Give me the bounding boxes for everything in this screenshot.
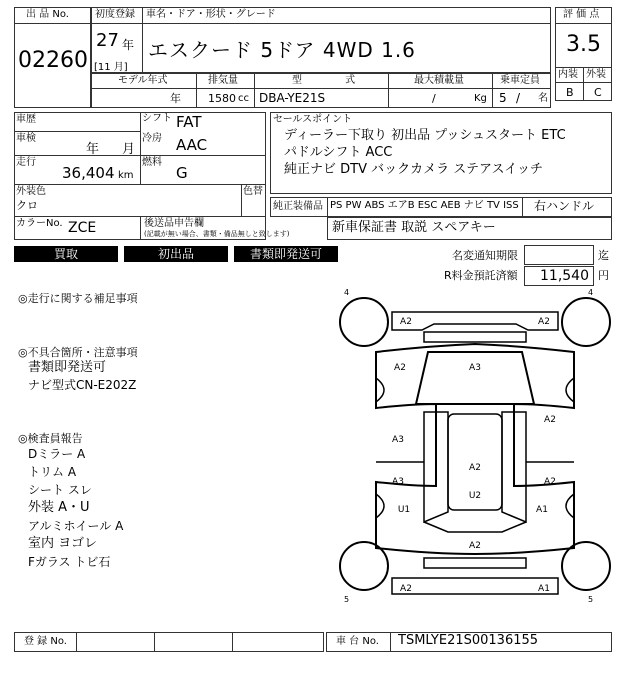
lot-number: 02260 (18, 48, 88, 73)
lot-label: 出 品 No. (26, 9, 69, 20)
aircon-label: 冷房 (142, 133, 162, 144)
mark-front-bumper-left: A2 (400, 317, 412, 327)
defect-2: ナビ型式CN-E202Z (28, 378, 137, 392)
yen-unit: 円 (598, 269, 609, 282)
mark-right-rear-door: A2 (544, 477, 556, 487)
fuel: G (176, 164, 188, 182)
sales-point-3: 純正ナビ DTV バックカメラ ステアスイッチ (284, 162, 543, 177)
capacity-slash: / (516, 91, 521, 105)
mark-right-quarter: A1 (536, 505, 548, 515)
capacity-unit: 名 (538, 93, 548, 104)
defects-title: ◎不具合箇所・注意事項 (18, 346, 138, 359)
mark-right-fender: A2 (544, 415, 556, 425)
inspector-1: Dミラー A (28, 447, 86, 461)
exterior-color: クロ (16, 199, 38, 212)
label-top-right: 4 (588, 288, 594, 297)
color-no: ZCE (68, 220, 97, 236)
mileage-label: 走行 (16, 157, 36, 168)
sales-point-2: パドルシフト ACC (284, 145, 393, 160)
car-name-label: 車名・ドア・形状・グレード (146, 9, 276, 20)
badge-first-listing: 初出品 (124, 246, 228, 262)
inspector-5: アルミホイール A (28, 519, 124, 533)
first-reg-label: 初度登録 (95, 9, 135, 20)
score-label: 評 価 点 (563, 9, 600, 20)
inspection-month: 月 (122, 142, 136, 157)
badge-buyback: 買取 (14, 246, 118, 262)
fuel-label: 燃料 (142, 157, 162, 168)
post-reg-note: (記載が無い場合、書類・備品無しと致します) (144, 230, 290, 238)
model-year: 27 (96, 30, 119, 51)
mark-left-quarter: U1 (397, 505, 411, 515)
chassis-no-label: 車 台 No. (336, 636, 379, 647)
mark-front-bumper-right: A2 (538, 317, 550, 327)
inspector-title: ◎検査員報告 (18, 432, 83, 445)
label-bottom-left: 5 (344, 595, 350, 604)
model-year-unit: 年 (170, 92, 181, 105)
rear-plate (424, 558, 526, 568)
cc-unit: cc (238, 93, 249, 104)
shift: FAT (176, 113, 202, 131)
inspection-label: 車検 (16, 133, 36, 144)
equipment-items: PS PW ABS エアB ESC AEB ナビ TV ISS (330, 200, 519, 211)
sales-point-1: ディーラー下取り 初出品 プッシュスタート ETC (284, 128, 566, 143)
model-year-label: モデル年式 (118, 75, 168, 86)
inspector-2: トリム A (28, 465, 77, 479)
body-outline (376, 344, 574, 554)
inspector-6: 室内 ヨゴレ (28, 536, 98, 551)
sales-points-label: セールスポイント (273, 114, 353, 125)
mark-rear-bumper-left: A2 (400, 584, 412, 594)
first-reg-month: [11 月] (94, 62, 128, 73)
inspection-year: 年 (86, 142, 100, 157)
deadline-label: 名変通知期限 (452, 249, 518, 262)
mark-left-front-door: A3 (392, 435, 404, 445)
mark-roof-rear: U2 (468, 491, 482, 501)
km-unit: km (118, 170, 134, 181)
interior-grade: B (566, 86, 574, 99)
car-damage-diagram (338, 286, 612, 604)
front-bumper (392, 312, 558, 330)
chassis-no: TSMLYE21S00136155 (398, 633, 539, 648)
year-unit: 年 (122, 38, 135, 52)
load-slash: / (432, 92, 436, 105)
displacement: 1580 (208, 92, 236, 105)
mark-roof: A2 (469, 463, 481, 473)
color-no-label: カラーNo. (16, 218, 63, 229)
mark-hood: A3 (469, 363, 481, 373)
mark-tailgate: A2 (469, 541, 481, 551)
hood-panel (416, 352, 534, 404)
exterior-color-label: 外装色 (16, 186, 46, 197)
type-label: 型 式 (292, 75, 356, 86)
score: 3.5 (566, 32, 601, 57)
post-reg-label: 後送品申告欄 (144, 218, 204, 229)
inspector-7: Fガラス トビ石 (28, 555, 111, 569)
mileage: 36,404 (62, 164, 115, 182)
deadline-box (524, 245, 594, 265)
inspector-4: 外装 A・U (28, 500, 90, 515)
shift-label: シフト (142, 113, 172, 124)
label-bottom-right: 5 (588, 595, 594, 604)
reg-no-label: 登 録 No. (24, 636, 67, 647)
interior-label: 内装 (558, 69, 578, 80)
inspector-3: シート スレ (28, 483, 92, 497)
defect-1: 書類即発送可 (28, 360, 107, 375)
steering: 右ハンドル (534, 199, 595, 213)
kg-unit: Kg (474, 93, 487, 104)
capacity-label: 乗車定員 (500, 75, 540, 86)
deadline-unit: 迄 (598, 249, 609, 262)
driving-notes-title: ◎走行に関する補足事項 (18, 292, 138, 305)
rear-bumper (392, 578, 558, 594)
type-value: DBA-YE21S (259, 91, 326, 105)
badge-docs-ready: 書類即発送可 (234, 246, 338, 262)
wheel-front-right (562, 298, 610, 346)
mark-rear-bumper-right: A1 (538, 584, 550, 594)
recycle-label: R料金預託済額 (444, 269, 518, 282)
displacement-label: 排気量 (208, 75, 238, 86)
exterior-grade: C (594, 86, 602, 99)
mark-left-fender: A2 (394, 363, 406, 373)
mark-left-rear-door: A3 (392, 477, 404, 487)
exterior-label: 外装 (586, 69, 606, 80)
wheel-front-left (340, 298, 388, 346)
car-name: エスクード 5ドア 4WD 1.6 (148, 38, 416, 62)
warranty-items: 新車保証書 取説 スペアキー (332, 220, 496, 235)
equipment-label: 純正装備品 (273, 201, 323, 212)
history-label: 車歴 (16, 114, 36, 125)
color-change-label: 色替 (243, 186, 263, 197)
front-grille (424, 332, 526, 342)
label-top-left: 4 (344, 288, 350, 297)
capacity: 5 (499, 91, 507, 105)
recycle-amount: 11,540 (540, 268, 589, 284)
load-label: 最大積載量 (414, 75, 464, 86)
aircon: AAC (176, 136, 208, 154)
